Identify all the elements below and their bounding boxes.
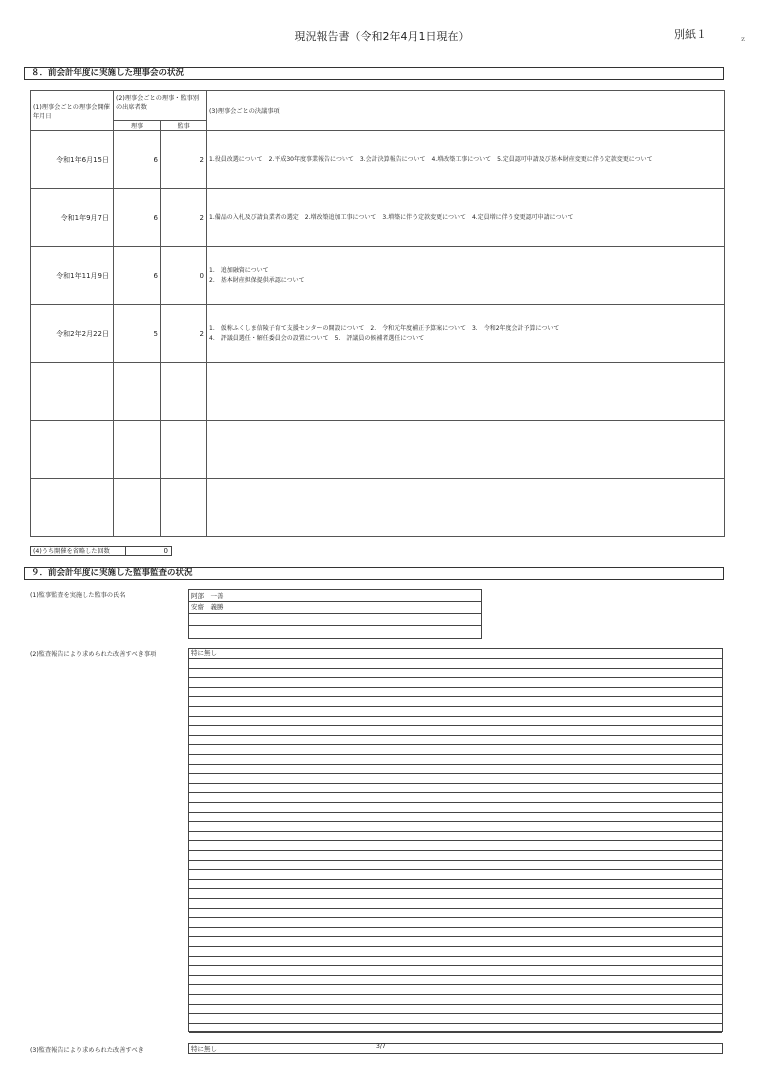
ruled-line [189, 783, 722, 784]
decision-line: 1.備品の入札及び請負業者の選定 2.増改築追加工事について 3.増築に伴う定款変更について 4.定員増に伴う変更認可申請について [209, 213, 574, 221]
improvements-label: (2)監査報告により求められた改善すべき事項 [30, 651, 157, 658]
auditor-count: 0 [161, 247, 207, 305]
table-row [31, 479, 725, 537]
director-count [114, 421, 161, 479]
decisions-cell [207, 421, 725, 479]
auditor-count: 2 [161, 305, 207, 363]
ruled-line [189, 917, 722, 918]
table-row [31, 421, 725, 479]
director-count: 6 [114, 189, 161, 247]
improvements-box [188, 648, 723, 1032]
decisions-cell [207, 479, 725, 537]
decisions-cell [207, 305, 725, 363]
ruled-line [189, 888, 722, 889]
ruled-line [189, 898, 722, 899]
measures-value: 特に無し [191, 1045, 217, 1053]
decisions-cell [207, 247, 725, 305]
meeting-date [31, 479, 114, 537]
ruled-line [189, 946, 722, 947]
ruled-line [189, 840, 722, 841]
table-row [31, 247, 725, 305]
ruled-line [189, 687, 722, 688]
decision-line: 4. 評議員選任・解任委員会の設置について 5. 評議員の候補者選任について [209, 334, 425, 342]
ruled-line [189, 984, 722, 985]
col-auditor-header: 監事 [161, 121, 207, 131]
director-count: 5 [114, 305, 161, 363]
ruled-line [189, 1023, 722, 1024]
decisions-cell [207, 131, 725, 189]
meeting-date: 令和1年11月9日 [31, 247, 114, 305]
decision-line: 1. 追加融資について [209, 266, 269, 274]
auditor-count [161, 479, 207, 537]
meeting-date [31, 363, 114, 421]
auditor-count: 2 [161, 131, 207, 189]
omitted-label: (4)うち開催を省略した回数 [33, 548, 110, 555]
ruled-line [189, 764, 722, 765]
ruled-line [189, 850, 722, 851]
meeting-date: 令和1年9月7日 [31, 189, 114, 247]
attachment-label: 別紙１ [674, 28, 707, 41]
improvements-value: 特に無し [191, 649, 217, 657]
decisions-cell [207, 363, 725, 421]
measures-box [188, 1043, 723, 1054]
section8-heading: ８．前会計年度に実施した理事会の状況 [24, 67, 724, 80]
ruled-line [189, 1013, 722, 1014]
auditor-name: 安齋 義勝 [191, 603, 224, 611]
table-row [31, 189, 725, 247]
director-count: 6 [114, 131, 161, 189]
board-meetings-table [30, 90, 725, 537]
ruled-line [189, 773, 722, 774]
decision-line: 1. 仮称ふくしま信陵子育て支援センターの開設について 2. 令和元年度補正予算案について 3. 令和2年度会計予算について [209, 324, 560, 332]
director-count: 6 [114, 247, 161, 305]
auditor-name: 阿部 一善 [191, 592, 224, 600]
table-row [31, 131, 725, 189]
decision-line: 1.役員改選について 2.平成30年度事業報告について 3.会計決算報告について 4.増改築工事について 5.定員認可申請及び基本財産変更に伴う定款変更について [209, 155, 653, 163]
ruled-line [189, 658, 722, 659]
page-number: 3/7 [376, 1043, 386, 1050]
ruled-line [189, 716, 722, 717]
ruled-line [189, 994, 722, 995]
ruled-line [189, 754, 722, 755]
ruled-line [189, 812, 722, 813]
meeting-date: 令和1年6月15日 [31, 131, 114, 189]
ruled-line [189, 802, 722, 803]
ruled-line [189, 1032, 722, 1033]
director-count [114, 363, 161, 421]
ruled-line [189, 975, 722, 976]
ruled-line [189, 869, 722, 870]
ruled-lines [189, 649, 722, 1031]
meeting-date [31, 421, 114, 479]
decision-line: 2. 基本財産担保提供承認について [209, 276, 305, 284]
col-director-header: 理事 [114, 121, 161, 131]
table-row [31, 363, 725, 421]
ruled-line [189, 956, 722, 957]
col-decisions-header: (3)理事会ごとの決議事項 [207, 91, 725, 131]
auditor-names-box [188, 589, 482, 639]
ruled-line [189, 831, 722, 832]
col-attendance-header: (2)理事会ごとの理事・監事別の出席者数 [114, 91, 207, 121]
ruled-line [189, 879, 722, 880]
ruled-line [189, 696, 722, 697]
section9-heading: ９．前会計年度に実施した監事監査の状況 [24, 567, 724, 580]
auditor-count [161, 421, 207, 479]
omitted-count: 0 [163, 547, 168, 555]
omitted-count-box [30, 546, 172, 556]
table-row [31, 305, 725, 363]
auditor-count [161, 363, 207, 421]
ruled-line [189, 936, 722, 937]
corner-mark: ｚ [740, 36, 747, 43]
ruled-line [189, 860, 722, 861]
ruled-line [189, 792, 722, 793]
auditors-label: (1)監事監査を実施した監事の氏名 [30, 592, 126, 599]
table-header-row [31, 91, 725, 121]
ruled-line [189, 821, 722, 822]
ruled-line [189, 735, 722, 736]
ruled-line [189, 908, 722, 909]
page-title: 現況報告書（令和2年4月1日現在） [294, 30, 470, 43]
ruled-line [189, 706, 722, 707]
measures-label: (3)監査報告により求められた改善すべき [30, 1047, 144, 1054]
auditor-count: 2 [161, 189, 207, 247]
ruled-line [189, 1004, 722, 1005]
ruled-line [189, 744, 722, 745]
col-date-header: (1)理事会ごとの理事会開催年月日 [31, 91, 114, 131]
ruled-line [189, 677, 722, 678]
ruled-line [189, 965, 722, 966]
ruled-line [189, 668, 722, 669]
meeting-date: 令和2年2月22日 [31, 305, 114, 363]
decisions-cell [207, 189, 725, 247]
ruled-line [189, 927, 722, 928]
director-count [114, 479, 161, 537]
ruled-line [189, 725, 722, 726]
